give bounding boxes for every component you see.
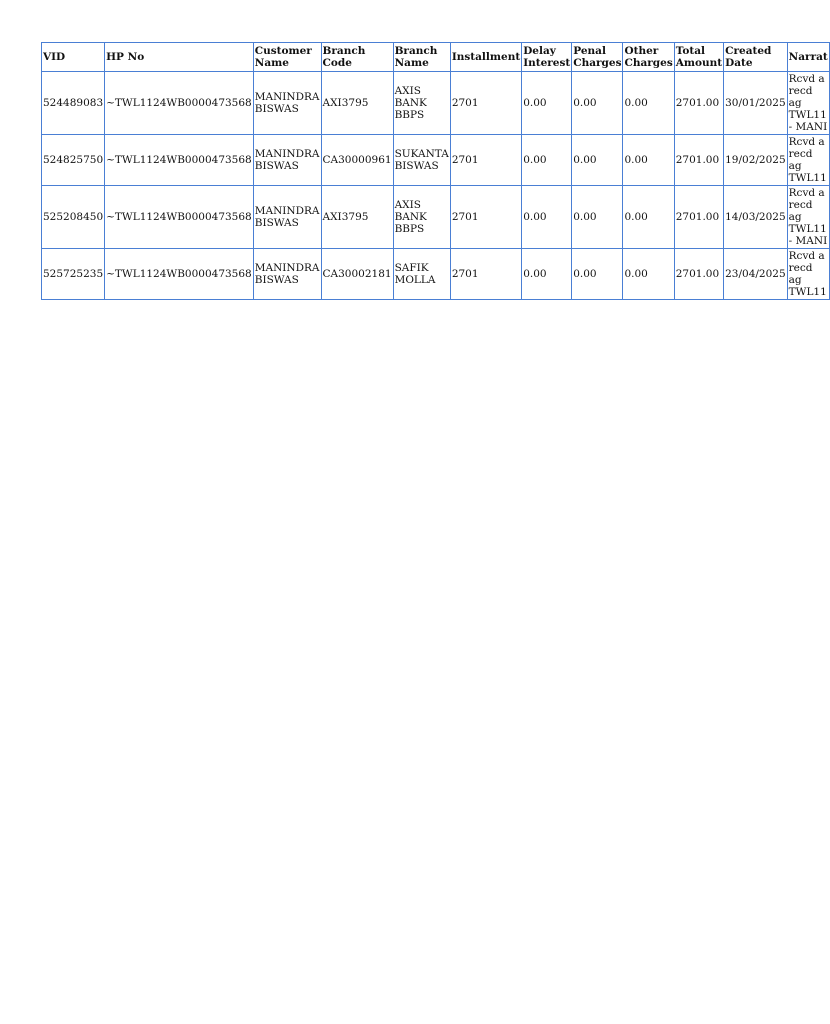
narration-line: Rcvd a [788, 136, 825, 148]
narration-line: Rcvd a [788, 250, 825, 262]
cell-installment: 2701 [450, 135, 521, 186]
cell-penal-charges: 0.00 [572, 186, 623, 249]
cell-branch-name: AXIS BANK BBPS [393, 186, 450, 249]
cell-created-date: 14/03/2025 [724, 186, 788, 249]
narration-line: - MANI [788, 235, 828, 247]
cell-branch-code: CA30000961 [321, 135, 393, 186]
narration-line: TWL11 [788, 223, 827, 235]
cell-delay-interest: 0.00 [522, 135, 572, 186]
header-customer-name: Customer Name [253, 43, 321, 72]
header-penal-charges: Penal Charges [572, 43, 623, 72]
header-total-amount: Total Amount [674, 43, 723, 72]
table-body [42, 72, 830, 300]
cell-branch-name: SUKANTA BISWAS [393, 135, 450, 186]
cell-hp-no: ~TWL1124WB0000473568 [105, 72, 254, 135]
cell-branch-name: AXIS BANK BBPS [393, 72, 450, 135]
narration-line: TWL11 [788, 109, 827, 121]
cell-vid: 524825750 [42, 135, 105, 186]
header-hp-no: HP No [105, 43, 254, 72]
cell-installment: 2701 [450, 249, 521, 300]
cell-branch-code: AXI3795 [321, 186, 393, 249]
narration-line: - MANI [788, 121, 828, 133]
cell-other-charges: 0.00 [623, 186, 674, 249]
cell-branch-code: AXI3795 [321, 72, 393, 135]
header-row [42, 43, 830, 72]
cell-customer-name: MANINDRA BISWAS [253, 249, 321, 300]
header-installment: Installment [450, 43, 521, 72]
table-row [42, 135, 830, 186]
table-viewport [41, 42, 828, 300]
narration-line: Rcvd a [788, 187, 825, 199]
cell-hp-no: ~TWL1124WB0000473568 [105, 135, 254, 186]
cell-vid: 524489083 [42, 72, 105, 135]
cell-vid: 525208450 [42, 186, 105, 249]
cell-total-amount: 2701.00 [674, 135, 723, 186]
narration-line: recd ag [788, 199, 813, 223]
narration-line: recd ag [788, 85, 813, 109]
cell-customer-name: MANINDRA BISWAS [253, 135, 321, 186]
cell-narration [787, 135, 829, 186]
cell-created-date: 23/04/2025 [724, 249, 788, 300]
cell-delay-interest: 0.00 [522, 249, 572, 300]
cell-other-charges: 0.00 [623, 72, 674, 135]
cell-customer-name: MANINDRA BISWAS [253, 72, 321, 135]
header-branch-name: Branch Name [393, 43, 450, 72]
cell-penal-charges: 0.00 [572, 72, 623, 135]
header-narration: Narrat [787, 43, 829, 72]
table-row [42, 186, 830, 249]
cell-narration [787, 72, 829, 135]
cell-created-date: 30/01/2025 [724, 72, 788, 135]
cell-customer-name: MANINDRA BISWAS [253, 186, 321, 249]
cell-vid: 525725235 [42, 249, 105, 300]
narration-line: TWL11 [788, 172, 827, 184]
cell-total-amount: 2701.00 [674, 249, 723, 300]
cell-penal-charges: 0.00 [572, 135, 623, 186]
cell-installment: 2701 [450, 186, 521, 249]
cell-branch-name: SAFIK MOLLA [393, 249, 450, 300]
header-created-date: Created Date [724, 43, 788, 72]
cell-delay-interest: 0.00 [522, 186, 572, 249]
narration-line: TWL11 [788, 286, 827, 298]
cell-penal-charges: 0.00 [572, 249, 623, 300]
cell-hp-no: ~TWL1124WB0000473568 [105, 249, 254, 300]
narration-line: recd ag [788, 262, 813, 286]
cell-other-charges: 0.00 [623, 135, 674, 186]
cell-total-amount: 2701.00 [674, 72, 723, 135]
header-branch-code: Branch Code [321, 43, 393, 72]
narration-line: Rcvd a [788, 73, 825, 85]
table-row [42, 72, 830, 135]
header-delay-interest: Delay Interest [522, 43, 572, 72]
collection-ledger-table [41, 42, 830, 300]
cell-delay-interest: 0.00 [522, 72, 572, 135]
cell-created-date: 19/02/2025 [724, 135, 788, 186]
table-row [42, 249, 830, 300]
cell-hp-no: ~TWL1124WB0000473568 [105, 186, 254, 249]
table-header [42, 43, 830, 72]
header-other-charges: Other Charges [623, 43, 674, 72]
cell-total-amount: 2701.00 [674, 186, 723, 249]
cell-branch-code: CA30002181 [321, 249, 393, 300]
header-vid: VID [42, 43, 105, 72]
cell-narration [787, 249, 829, 300]
cell-narration [787, 186, 829, 249]
cell-other-charges: 0.00 [623, 249, 674, 300]
cell-installment: 2701 [450, 72, 521, 135]
narration-line: recd ag [788, 148, 813, 172]
